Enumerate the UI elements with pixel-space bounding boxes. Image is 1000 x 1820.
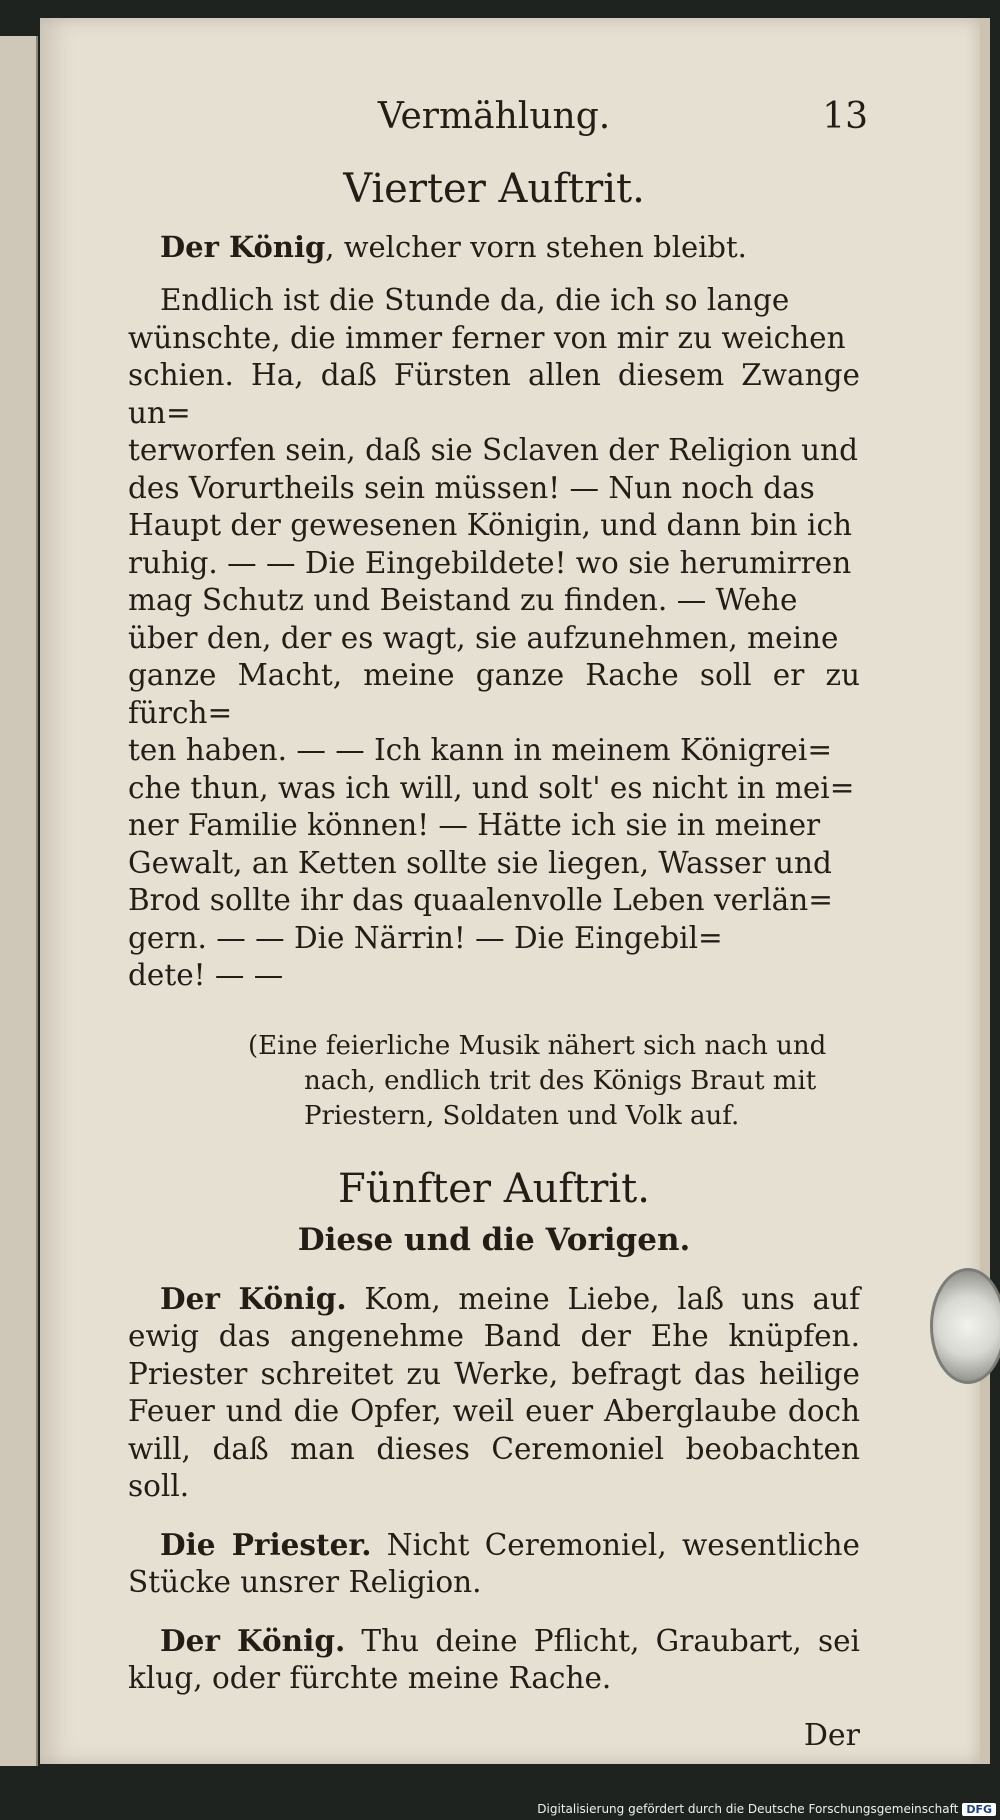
monologue-line: gern. — — Die Närrin! — Die Eingebil= xyxy=(128,920,723,955)
scene-title-4: Vierter Auftrit. xyxy=(343,166,645,212)
speaker-name: Der König. xyxy=(160,1280,347,1316)
monologue-line: Gewalt, an Ketten sollte sie liegen, Wasser und xyxy=(128,845,832,880)
page-text xyxy=(128,96,868,1753)
monologue-line: ganze Macht, meine ganze Rache soll er zu fürch= xyxy=(128,658,860,730)
monologue-line: terworfen sein, daß sie Sclaven der Religion und xyxy=(128,433,858,467)
speech-text: Kom, meine Liebe, laß uns auf ewig das angenehme Band der Ehe knüpfen. Priester schreitet zu Werke, befragt das heilige Feuer und die Opfer, weil euer Aberglaube doch will, daß man dieses Ceremoniel beobachten soll. xyxy=(128,1281,860,1503)
speaker-name: Der König. xyxy=(160,1622,346,1658)
dfg-logo-icon: DFG xyxy=(962,1803,996,1816)
monologue-line: Endlich ist die Stunde da, die ich so lange xyxy=(160,283,790,317)
speech-text: Thu deine Pflicht, Graubart, sei klug, oder fürchte meine Rache. xyxy=(128,1623,860,1695)
stage-block-line: nach, endlich trit des Königs Braut mit xyxy=(304,1065,817,1096)
monologue-line: ten haben. — — Ich kann in meinem Königrei= xyxy=(128,733,833,767)
running-head-title: Vermählung. xyxy=(377,96,611,137)
previous-page-edge xyxy=(0,36,38,1766)
monologue-line: ner Familie können! — Hätte ich sie in meiner xyxy=(128,808,821,842)
speaker-name: Der König xyxy=(160,230,326,264)
scene-title-5: Fünfter Auftrit. xyxy=(338,1165,650,1212)
monologue xyxy=(128,282,860,995)
stage-block-line: (Eine feierliche Musik nähert sich nach und xyxy=(248,1030,827,1061)
speech-text: Nicht Ceremoniel, wesentliche Stücke unsrer Religion. xyxy=(128,1527,860,1599)
digitization-footer xyxy=(537,1802,996,1816)
monologue-line: schien. Ha, daß Fürsten allen diesem Zwange un= xyxy=(128,358,860,430)
stage-block-line: Priestern, Soldaten und Volk auf. xyxy=(304,1100,740,1131)
monologue-line: Haupt der gewesenen Königin, und dann bin ich xyxy=(128,508,853,542)
stage-direction-text: , welcher vorn stehen bleibt. xyxy=(325,230,747,264)
monologue-line: mag Schutz und Beistand zu finden. — Wehe xyxy=(128,583,798,617)
stage-direction-block xyxy=(248,1029,860,1134)
monologue-line: che thun, was ich will, und solt' es nicht in mei= xyxy=(128,770,855,805)
catchword: Der xyxy=(803,1717,860,1753)
scene-subhead: Diese und die Vorigen. xyxy=(297,1221,691,1258)
monologue-line: des Vorurtheils sein müssen! — Nun noch das xyxy=(128,470,815,505)
stage-direction xyxy=(160,230,860,264)
monologue-line: Brod sollte ihr das quaalenvolle Leben verlän= xyxy=(128,883,833,917)
monologue-line: wünschte, die immer ferner von mir zu weichen xyxy=(128,320,846,355)
monologue-line: ruhig. — — Die Eingebildete! wo sie herumirren xyxy=(128,545,852,580)
speech xyxy=(128,1622,860,1698)
speech xyxy=(128,1526,860,1602)
monologue-line: dete! — — xyxy=(128,958,284,992)
speaker-name: Die Priester. xyxy=(160,1526,372,1562)
speech xyxy=(128,1280,860,1506)
page-clip-icon xyxy=(930,1268,1000,1384)
monologue-line: über den, der es wagt, sie aufzunehmen, meine xyxy=(128,620,839,655)
page-number: 13 xyxy=(822,96,868,137)
footer-text: Digitalisierung gefördert durch die Deutsche Forschungsgemeinschaft xyxy=(537,1802,959,1816)
running-head xyxy=(128,96,868,152)
